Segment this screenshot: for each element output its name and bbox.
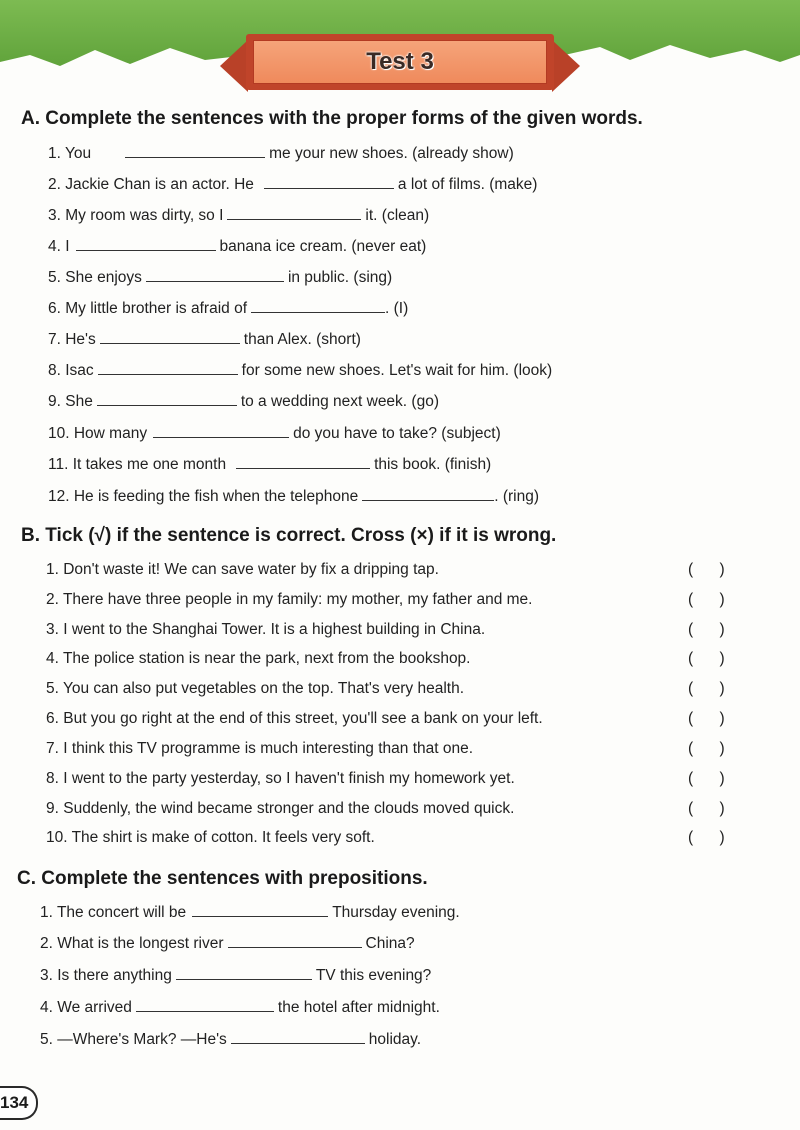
b-item-10: 10. The shirt is make of cotton. It feels very soft. [46,829,375,846]
answer-blank[interactable] [97,391,237,406]
answer-paren[interactable]: ( ) [688,770,725,787]
answer-blank[interactable] [251,298,385,313]
b-item-3: 3. I went to the Shanghai Tower. It is a highest building in China. [46,621,486,638]
page-number: 134 [0,1086,38,1120]
a-item-9: 9. She to a wedding next week. (go) [48,393,439,410]
title-banner [246,34,554,90]
a-item-11: 11. It takes me one month this book. (finish) [48,456,492,473]
b-item-9: 9. Suddenly, the wind became stronger and the clouds moved quick. [46,800,515,817]
section-a-heading: A. Complete the sentences with the proper forms of the given words. [21,108,643,129]
c-item-3: 3. Is there anything TV this evening? [40,967,432,984]
a-item-4: 4. I banana ice cream. (never eat) [48,238,427,255]
answer-blank[interactable] [146,267,284,282]
a-item-2: 2. Jackie Chan is an actor. He a lot of films. (make) [48,176,538,193]
a-item-1: 1. You me your new shoes. (already show) [48,145,514,162]
banner-ribbon-right [552,40,580,92]
answer-paren[interactable]: ( ) [688,621,725,638]
c-item-4: 4. We arrived the hotel after midnight. [40,999,440,1016]
section-c-heading: C. Complete the sentences with prepositions. [17,868,428,889]
b-item-4: 4. The police station is near the park, next from the bookshop. [46,650,471,667]
answer-paren[interactable]: ( ) [688,710,725,727]
a-item-8: 8. Isac for some new shoes. Let's wait for him. (look) [48,362,553,379]
answer-paren[interactable]: ( ) [688,800,725,817]
answer-blank[interactable] [153,423,289,438]
c-item-2: 2. What is the longest river China? [40,935,415,952]
answer-paren[interactable]: ( ) [688,740,725,757]
a-item-6: 6. My little brother is afraid of . (I) [48,300,409,317]
b-item-7: 7. I think this TV programme is much interesting than that one. [46,740,474,757]
answer-blank[interactable] [125,143,265,158]
answer-blank[interactable] [227,205,361,220]
b-item-2: 2. There have three people in my family: my mother, my father and me. [46,591,533,608]
c-item-1: 1. The concert will be Thursday evening. [40,904,460,921]
answer-blank[interactable] [100,329,240,344]
page-title: Test 3 [366,48,434,75]
b-item-1: 1. Don't waste it! We can save water by fix a dripping tap. [46,561,439,578]
answer-blank[interactable] [264,174,394,189]
c-item-5: 5. —Where's Mark? —He's holiday. [40,1031,422,1048]
section-b-heading: B. Tick (√) if the sentence is correct. Cross (×) if it is wrong. [21,525,557,546]
a-item-12: 12. He is feeding the fish when the telephone . (ring) [48,488,540,505]
answer-blank[interactable] [176,965,312,980]
b-item-5: 5. You can also put vegetables on the top. That's very health. [46,680,465,697]
answer-blank[interactable] [231,1029,365,1044]
answer-blank[interactable] [228,933,362,948]
answer-blank[interactable] [236,454,370,469]
answer-paren[interactable]: ( ) [688,829,725,846]
answer-blank[interactable] [98,360,238,375]
b-item-6: 6. But you go right at the end of this street, you'll see a bank on your left. [46,710,543,727]
answer-paren[interactable]: ( ) [688,591,725,608]
answer-blank[interactable] [136,997,274,1012]
answer-blank[interactable] [192,902,328,917]
b-item-8: 8. I went to the party yesterday, so I haven't finish my homework yet. [46,770,515,787]
answer-paren[interactable]: ( ) [688,650,725,667]
banner-ribbon-left [220,40,248,92]
a-item-7: 7. He's than Alex. (short) [48,331,361,348]
answer-blank[interactable] [76,236,216,251]
answer-paren[interactable]: ( ) [688,680,725,697]
answer-blank[interactable] [362,486,494,501]
a-item-5: 5. She enjoys in public. (sing) [48,269,393,286]
answer-paren[interactable]: ( ) [688,561,725,578]
a-item-10: 10. How many do you have to take? (subject) [48,425,501,442]
a-item-3: 3. My room was dirty, so I it. (clean) [48,207,430,224]
